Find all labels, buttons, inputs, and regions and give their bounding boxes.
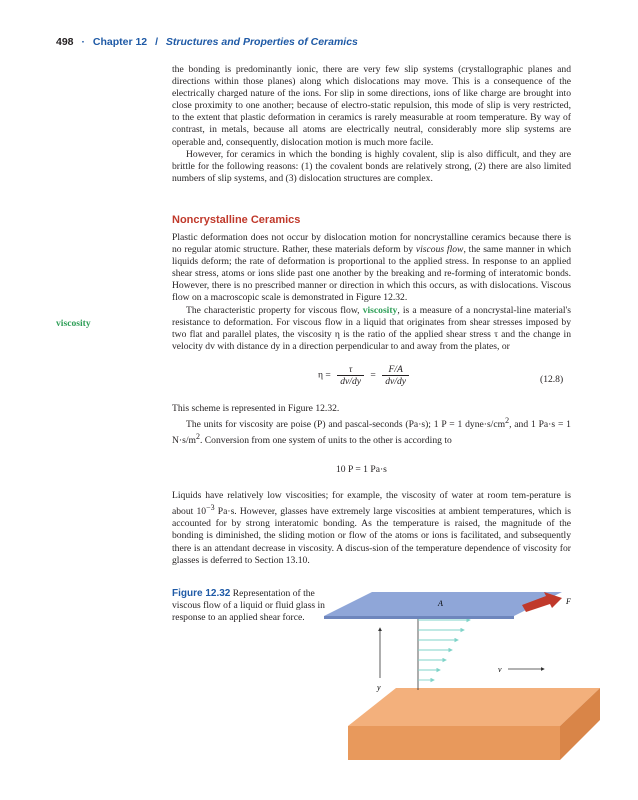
chapter-title: Structures and Properties of Ceramics [165, 36, 358, 48]
viscosity-keyword: viscosity [362, 304, 398, 316]
bottom-slab-top [348, 688, 600, 726]
eq-frac1-num: τ [337, 364, 364, 376]
conversion-equation: 10 P = 1 Pa·s [336, 464, 387, 475]
p4-text-a: The characteristic property for viscous flow, [186, 304, 363, 316]
header-dot: · [81, 36, 85, 48]
equation-number: (12.8) [540, 374, 564, 385]
section-title: Noncrystalline Ceramics [172, 214, 301, 226]
paragraph-2: However, for ceramics in which the bonding is highly covalent, slip is also difficult, and they are brittle for the following reasons: (1) the covalent bonds are relatively strong, (2) there are also limited numbers of slip systems, and (3) dislocation structures are complex. [172, 148, 571, 184]
top-plate-edge [324, 616, 514, 619]
bottom-slab-side [348, 726, 560, 760]
eq-frac1-den: dv/dy [340, 376, 362, 387]
p6-text-a: The units for viscosity are poise (P) and pascal-seconds (Pa·s); 1 P = 1 dyne·s/cm [186, 419, 506, 431]
label-F: F [566, 597, 571, 606]
velocity-arrows [418, 620, 470, 680]
chapter-label: Chapter 12 [92, 36, 148, 48]
p6-text-c: . Conversion from one system of units to the other is according to [199, 435, 452, 447]
p7-text-a: Liquids have relatively low viscosities; for example, the viscosity of water at room tem-perature is about 10 [172, 490, 571, 518]
figure-label: Figure 12.32 [172, 588, 231, 599]
p6-sup: 2 [505, 416, 510, 426]
p4-text-b: , is a measure of a noncrystal-line material's resistance to deformation. For viscous flow in a liquid that originates from shear stresses imposed by two flat and parallel plates, the viscosity η is the ratio of the applied shear stress τ and the change in velocity dv with distance dy in a direction perpendicular to and away from the plates, or [172, 304, 571, 352]
label-A: A [438, 599, 443, 608]
label-v: v [498, 665, 502, 674]
eq-lhs: η = [318, 369, 331, 381]
page-number: 498 [56, 36, 74, 48]
p7-sup: −3 [206, 503, 215, 513]
figure-caption-text: Representation of the viscous flow of a liquid or fluid glass in response to an applied shear force. [172, 588, 325, 623]
eq-frac2-num: F/A [382, 364, 409, 376]
viscous-flow-term: viscous flow [415, 244, 464, 256]
margin-term-viscosity: viscosity [56, 318, 91, 329]
paragraph-1: the bonding is predominantly ionic, there are very few slip systems (crystallographic planes and directions within those planes) along which dislocations may move. This is a consequence of the electrically charged nature of the ions. For slip in some directions, ions of like charge are brought into close proximity to one another; because of electro-static repulsion, this mode of slip is very restricted, to the extent that plastic deformation in ceramics is rarely measurable at room temperature. By way of contrast, in metals, because all atoms are electrically neutral, considerably more slip systems are operable and, consequently, dislocation motion is much more facile. [172, 64, 571, 148]
eq-frac2-den: dv/dy [385, 376, 407, 387]
p3-text-b: , the same manner in which liquids deform; the rate of deformation is proportional to the applied stress. In response to an applied shear stress, atoms or ions slide past one another by the breaking and re-forming of interatomic bonds. However, there is no prescribed manner or direction in which this occurs, as with dislocations. Viscous flow on a macroscopic scale is demonstrated in Figure 12.32. [172, 244, 572, 304]
p6-sup2: 2 [195, 432, 200, 442]
header-separator: / [155, 36, 158, 48]
p7-text-b: Pa·s. However, glasses have extremely large viscosities at ambient temperatures, which is accounted for by strong interatomic bonding. As the temperature is raised, the magnitude of the bonding is diminished, the sliding motion or flow of the atoms or ions is facilitated, and subsequently there is an attendant decrease in viscosity. A discus-sion of the temperature dependence of viscosity for glasses is deferred to Section 13.10. [172, 506, 572, 566]
eq-equals: = [370, 369, 376, 381]
p6-text-b: , and 1 Pa·s = 1 N·s/m [172, 419, 571, 447]
p3-text-a: Plastic deformation does not occur by dislocation motion for noncrystalline ceramics because there is no regular atomic structure. Rather, these materials deform by [172, 232, 571, 256]
paragraph-5: This scheme is represented in Figure 12.32. [172, 403, 340, 414]
label-y: y [377, 683, 381, 692]
